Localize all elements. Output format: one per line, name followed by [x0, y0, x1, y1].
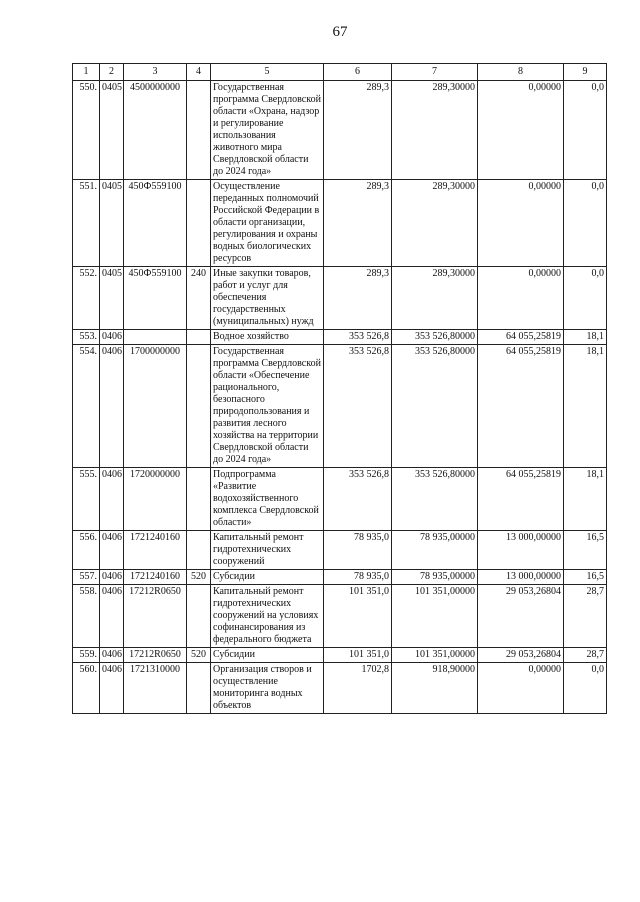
target-article-code: 4500000000 — [124, 81, 187, 180]
executed-amount: 0,00000 — [478, 180, 564, 267]
target-article-code: 1721240160 — [124, 570, 187, 585]
column-header: 8 — [478, 64, 564, 81]
column-header: 1 — [73, 64, 100, 81]
plan-amount: 1702,8 — [324, 663, 392, 714]
section-code: 0406 — [100, 330, 124, 345]
row-number: 552. — [73, 267, 100, 330]
expense-type-code: 520 — [187, 570, 211, 585]
column-header: 3 — [124, 64, 187, 81]
refined-amount: 289,30000 — [392, 81, 478, 180]
section-code: 0406 — [100, 531, 124, 570]
executed-amount: 13 000,00000 — [478, 570, 564, 585]
table-row — [73, 531, 607, 570]
target-article-code: 17212R0650 — [124, 648, 187, 663]
execution-percent: 16,5 — [564, 570, 607, 585]
expense-type-code — [187, 345, 211, 468]
table-row — [73, 345, 607, 468]
plan-amount: 289,3 — [324, 81, 392, 180]
item-name: Субсидии — [211, 570, 324, 585]
refined-amount: 353 526,80000 — [392, 330, 478, 345]
item-name: Субсидии — [211, 648, 324, 663]
execution-percent: 0,0 — [564, 663, 607, 714]
row-number: 560. — [73, 663, 100, 714]
table-row — [73, 648, 607, 663]
section-code: 0406 — [100, 585, 124, 648]
executed-amount: 0,00000 — [478, 267, 564, 330]
expense-type-code — [187, 585, 211, 648]
section-code: 0406 — [100, 663, 124, 714]
item-name: Иные закупки товаров, работ и услуг для обеспечения государственных (муниципальных) нужд — [211, 267, 324, 330]
executed-amount: 29 053,26804 — [478, 648, 564, 663]
execution-percent: 28,7 — [564, 648, 607, 663]
row-number: 559. — [73, 648, 100, 663]
item-name: Водное хозяйство — [211, 330, 324, 345]
execution-percent: 28,7 — [564, 585, 607, 648]
table-row — [73, 570, 607, 585]
section-code: 0405 — [100, 180, 124, 267]
section-code: 0405 — [100, 267, 124, 330]
section-code: 0405 — [100, 81, 124, 180]
execution-percent: 16,5 — [564, 531, 607, 570]
expense-type-code — [187, 81, 211, 180]
row-number: 555. — [73, 468, 100, 531]
column-header: 2 — [100, 64, 124, 81]
row-number: 553. — [73, 330, 100, 345]
column-header: 7 — [392, 64, 478, 81]
executed-amount: 29 053,26804 — [478, 585, 564, 648]
column-header: 5 — [211, 64, 324, 81]
refined-amount: 289,30000 — [392, 267, 478, 330]
plan-amount: 353 526,8 — [324, 468, 392, 531]
item-name: Осуществление переданных полномочий Российской Федерации в области организации, регулирования и охраны водных биологических ресурсов — [211, 180, 324, 267]
table-header-row — [73, 64, 607, 81]
plan-amount: 78 935,0 — [324, 570, 392, 585]
table-row — [73, 468, 607, 531]
target-article-code: 450Ф559100 — [124, 267, 187, 330]
refined-amount: 101 351,00000 — [392, 585, 478, 648]
page-number: 67 — [332, 24, 348, 40]
executed-amount: 64 055,25819 — [478, 330, 564, 345]
target-article-code: 1721310000 — [124, 663, 187, 714]
refined-amount: 289,30000 — [392, 180, 478, 267]
expense-type-code — [187, 663, 211, 714]
plan-amount: 289,3 — [324, 267, 392, 330]
plan-amount: 353 526,8 — [324, 330, 392, 345]
target-article-code: 1721240160 — [124, 531, 187, 570]
executed-amount: 0,00000 — [478, 81, 564, 180]
execution-percent: 0,0 — [564, 267, 607, 330]
executed-amount: 64 055,25819 — [478, 468, 564, 531]
expense-type-code — [187, 468, 211, 531]
section-code: 0406 — [100, 648, 124, 663]
plan-amount: 353 526,8 — [324, 345, 392, 468]
row-number: 551. — [73, 180, 100, 267]
execution-percent: 0,0 — [564, 180, 607, 267]
plan-amount: 78 935,0 — [324, 531, 392, 570]
plan-amount: 101 351,0 — [324, 648, 392, 663]
expense-type-code — [187, 330, 211, 345]
execution-percent: 18,1 — [564, 330, 607, 345]
section-code: 0406 — [100, 468, 124, 531]
refined-amount: 353 526,80000 — [392, 345, 478, 468]
target-article-code — [124, 330, 187, 345]
row-number: 556. — [73, 531, 100, 570]
item-name: Капитальный ремонт гидротехнических сооружений — [211, 531, 324, 570]
row-number: 550. — [73, 81, 100, 180]
table-row — [73, 585, 607, 648]
item-name: Государственная программа Свердловской области «Обеспечение рационального, безопасного природопользования и развития лесного хозяйства на территории Свердловской области до 2024 года» — [211, 345, 324, 468]
budget-table — [72, 63, 607, 714]
item-name: Организация створов и осуществление мониторинга водных объектов — [211, 663, 324, 714]
plan-amount: 289,3 — [324, 180, 392, 267]
plan-amount: 101 351,0 — [324, 585, 392, 648]
item-name: Государственная программа Свердловской области «Охрана, надзор и регулирование использования животного мира Свердловской области до 2024 года» — [211, 81, 324, 180]
refined-amount: 353 526,80000 — [392, 468, 478, 531]
executed-amount: 64 055,25819 — [478, 345, 564, 468]
refined-amount: 918,90000 — [392, 663, 478, 714]
section-code: 0406 — [100, 570, 124, 585]
target-article-code: 450Ф559100 — [124, 180, 187, 267]
expense-type-code: 520 — [187, 648, 211, 663]
refined-amount: 78 935,00000 — [392, 531, 478, 570]
execution-percent: 0,0 — [564, 81, 607, 180]
executed-amount: 13 000,00000 — [478, 531, 564, 570]
section-code: 0406 — [100, 345, 124, 468]
item-name: Капитальный ремонт гидротехнических сооружений на условиях софинансирования из федерального бюджета — [211, 585, 324, 648]
item-name: Подпрограмма «Развитие водохозяйственного комплекса Свердловской области» — [211, 468, 324, 531]
column-header: 6 — [324, 64, 392, 81]
execution-percent: 18,1 — [564, 468, 607, 531]
target-article-code: 17212R0650 — [124, 585, 187, 648]
refined-amount: 78 935,00000 — [392, 570, 478, 585]
table-row — [73, 663, 607, 714]
target-article-code: 1720000000 — [124, 468, 187, 531]
table-row — [73, 330, 607, 345]
table-row — [73, 180, 607, 267]
table-row — [73, 81, 607, 180]
target-article-code: 1700000000 — [124, 345, 187, 468]
row-number: 554. — [73, 345, 100, 468]
column-header: 9 — [564, 64, 607, 81]
expense-type-code — [187, 531, 211, 570]
table-row — [73, 267, 607, 330]
execution-percent: 18,1 — [564, 345, 607, 468]
refined-amount: 101 351,00000 — [392, 648, 478, 663]
row-number: 557. — [73, 570, 100, 585]
row-number: 558. — [73, 585, 100, 648]
expense-type-code — [187, 180, 211, 267]
expense-type-code: 240 — [187, 267, 211, 330]
column-header: 4 — [187, 64, 211, 81]
executed-amount: 0,00000 — [478, 663, 564, 714]
